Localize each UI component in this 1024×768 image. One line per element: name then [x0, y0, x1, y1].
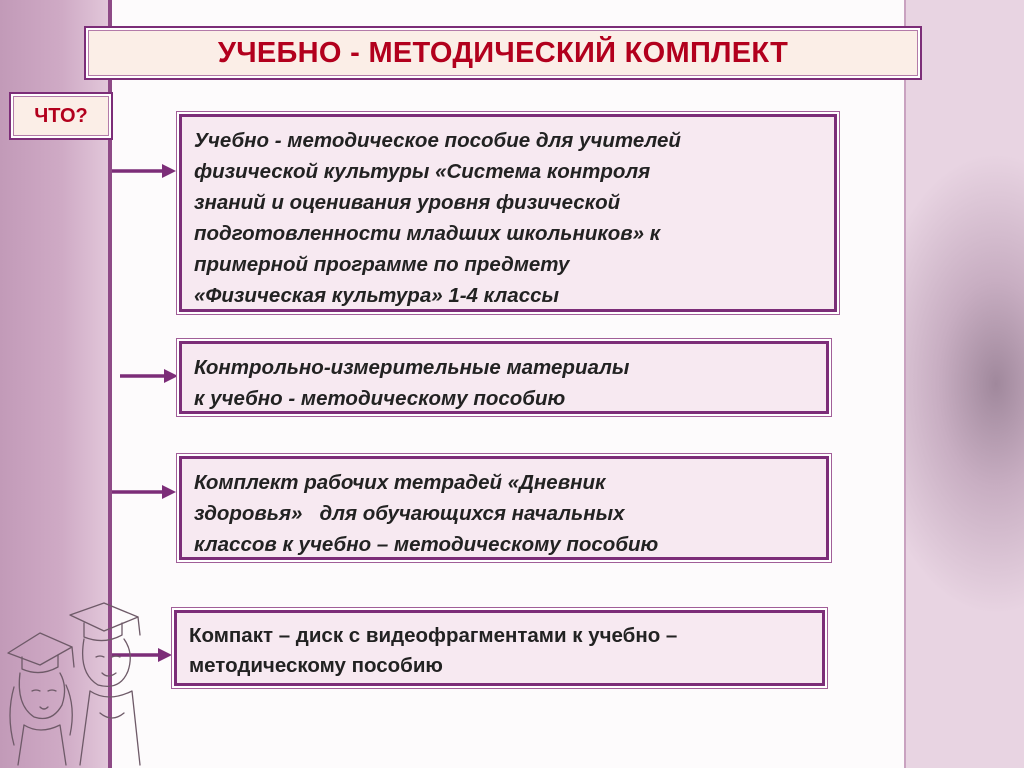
- item-line: Контрольно-измерительные материалы: [194, 356, 630, 379]
- right-arrow-icon: [112, 162, 178, 180]
- item-card-3: [179, 456, 829, 560]
- graduates-sketch-icon: [0, 595, 180, 768]
- item-line: Компакт – диск с видеофрагментами к учебно –: [189, 624, 678, 647]
- item-card-1: [179, 114, 837, 312]
- page-title: УЧЕБНО - МЕТОДИЧЕСКИЙ КОМПЛЕКТ: [217, 36, 789, 69]
- title-box: [84, 26, 922, 80]
- item-line: Учебно - методическое пособие для учителей: [194, 129, 681, 152]
- item-line: классов к учебно – методическому пособию: [194, 533, 659, 556]
- item-card-2: [179, 341, 829, 414]
- right-decorative-panel: [904, 0, 1024, 768]
- item-line: знаний и оценивания уровня физической: [194, 191, 621, 214]
- right-arrow-icon: [120, 367, 180, 385]
- right-arrow-icon: [112, 483, 178, 501]
- item-line: физической культуры «Система контроля: [194, 160, 651, 183]
- item-line: здоровья» для обучающихся начальных: [194, 502, 625, 525]
- item-line: к учебно - методическому пособию: [194, 387, 566, 410]
- item-line: «Физическая культура» 1-4 классы: [194, 284, 560, 307]
- item-card-4: [174, 610, 825, 686]
- item-line: Комплект рабочих тетрадей «Дневник: [194, 471, 606, 494]
- question-box: [9, 92, 113, 140]
- item-line: методическому пособию: [189, 654, 443, 677]
- question-label: ЧТО?: [34, 104, 88, 127]
- item-line: подготовленности младших школьников» к: [194, 222, 661, 245]
- item-line: примерной программе по предмету: [194, 253, 570, 276]
